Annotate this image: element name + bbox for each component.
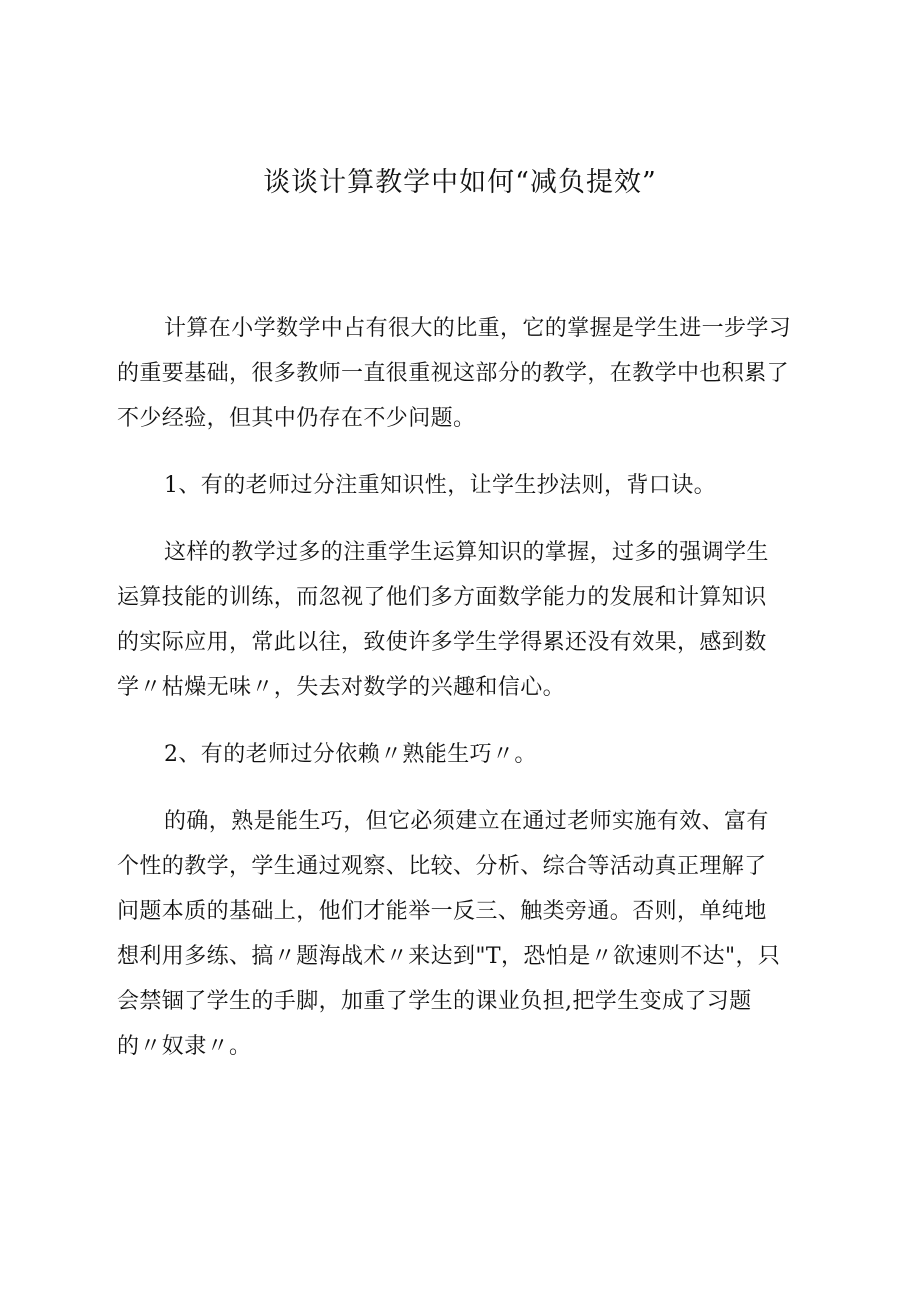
paragraph-point-2-heading [117,732,805,777]
text-line: 想利用多练、搞〃题海战术〃来达到"T，恐怕是〃欲速则不达"，只 [117,944,781,969]
text-line: 计算在小学数学中占有很大的比重，它的掌握是学生进一步学习 [164,316,792,341]
text-line: 的实际应用，常此以往，致使许多学生学得累还没有效果，感到数 [117,630,767,655]
paragraph-point-1-heading [117,463,805,508]
document-body [117,306,805,1069]
text-line: 运算技能的训练，而忽视了他们多方面数学能力的发展和计算知识 [117,585,767,610]
text-line: 的确，熟是能生巧，但它必须建立在通过老师实施有效、富有 [164,809,769,834]
paragraph-point-2-body [117,799,805,1069]
text-line: 问题本质的基础上，他们才能举一反三、触类旁通。否则，单纯地 [117,899,767,924]
text-line: 个性的教学，学生通过观察、比较、分析、综合等活动真正理解了 [117,854,767,879]
text-line: 这样的教学过多的注重学生运算知识的掌握，过多的强调学生 [164,540,769,565]
text-line: 会禁锢了学生的手脚，加重了学生的课业负担,把学生变成了习题 [117,989,752,1014]
paragraph-point-1-body [117,530,805,710]
text-line: 学〃枯燥无味〃，失去对数学的兴趣和信心。 [117,675,566,700]
document-title: 谈谈计算教学中如何“减负提效” [263,167,657,198]
text-line: 2、有的老师过分依赖〃熟能生巧〃。 [164,742,537,767]
text-line: 1、有的老师过分注重知识性，让学生抄法则，背口诀。 [164,473,716,498]
text-line: 的重要基础，很多教师一直很重视这部分的教学，在教学中也积累了 [117,361,790,386]
text-line: 的〃奴隶〃。 [117,1034,252,1059]
text-line: 不少经验，但其中仍存在不少问题。 [117,406,476,431]
paragraph-intro [117,306,805,441]
